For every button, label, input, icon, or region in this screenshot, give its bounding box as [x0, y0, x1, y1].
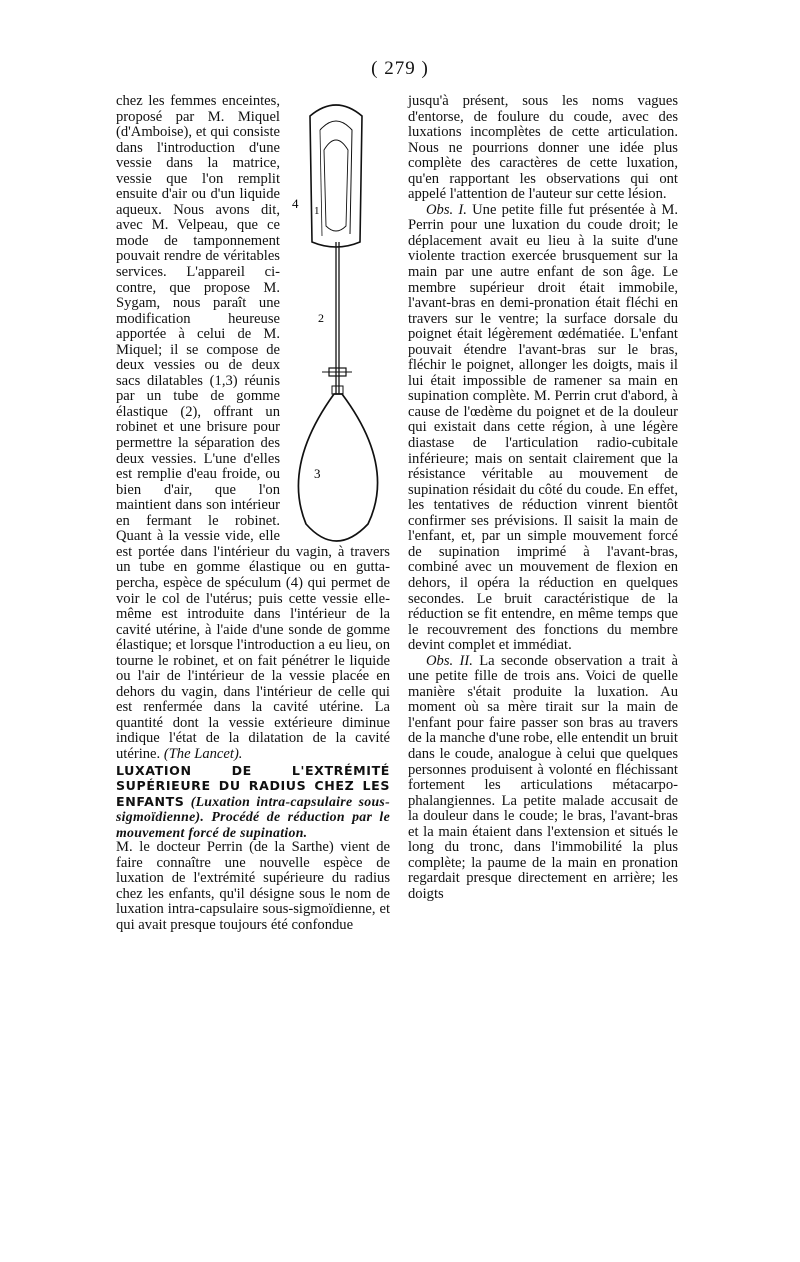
figure-label-2: 2: [318, 311, 324, 325]
observation-2-text: La seconde observation a trait à une petite fille de trois ans. Voici de quelle manière s'était produite la luxation. Au moment où sa mère tirait sur la main de l'enfant pour faire passer son bras au travers de la manche d'une robe, elle entendit un bruit dans le coude, analogue à celui que quelques personnes produisent à volonté en fléchissant fortement les articulations métacarpo-phalangiennes. La petite malade accusait de la douleur dans le coude; le bras, l'avant-bras et la main étaient dans l'extension et situés le long du tronc, dans l'immobilité la plus complète; la paume de la main en pronation regardait presque directement en arrière; les doigts: [408, 652, 678, 902]
page-number: ( 279 ): [371, 58, 429, 79]
heading-subtitle: (Luxation intra-capsulaire sous-sigmoïdienne). Procédé de réduction par le mouvement forcé de supination.: [116, 793, 391, 840]
bladder-apparatus-figure: [286, 96, 394, 544]
paragraph-perrin: M. le docteur Perrin (de la Sarthe) vient de faire connaître une nouvelle espèce de luxation de l'extrémité supérieure du radius chez les enfants, qu'il désigne sous le nom de luxation intra-capsulaire sous-sigmoïdienne, et qui avait presque toujours été confondue: [116, 839, 390, 933]
bladder-apparatus-illustration: [286, 96, 394, 544]
observation-1: [408, 203, 678, 654]
paragraph-text: chez les femmes enceintes, proposé par M. Miquel (d'Amboise), et qui consiste dans l'introduction d'une vessie dans la matrice, vessie que l'on remplit ensuite d'air ou d'un liquide aqueux. Nous avons dit, avec M. Velpeau, que ce mode de tamponnement pouvait rendre de véritables services. L'appareil ci-contre, que propose M. Sygam, nous paraît une modification heureuse apportée à celui de M. Miquel; il se compose de deux vessies ou de deux sacs dilatables (1,3) réunis par un tube de gomme élastique (2), offrant un robinet et une brisure pour permettre la séparation des deux vessies. L'une d'elles est remplie d'eau froide, ou bien d'air, que l'on maintient dans son intérieur en fermant le robinet. Quant à la vessie vide, elle est portée dans l'intérieur du vagin, à travers un tube en gomme élastique ou en gutta-percha, espèce de spéculum (4) qui permet de voir le col de l'utérus; puis cette vessie elle-même est introduite dans l'intérieur de la cavité utérine, à l'aide d'une sonde de gomme élastique; et lorsque l'introduction a eu lieu, on tourne le robinet, et on fait pénétrer le liquide ou l'air de l'intérieur de la vessie placée en dehors du vagin, dans l'intérieur de celle qui est renfermée dans la cavité utérine. La quantité dont la vessie extérieure diminue indique l'état de la dilatation de la cavité utérine.: [116, 93, 390, 762]
figure-label-4: 4: [292, 196, 299, 211]
article-heading: [116, 763, 390, 841]
paragraph-intro: jusqu'à présent, sous les noms vagues d'entorse, de foulure du coude, avec des luxations incomplètes de cette articulation. Nous ne pourrions donner une idée plus complète des caractères de cette luxation, qu'en rapportant les observations qui ont appelé l'attention de l'auteur sur cette lésion.: [408, 93, 678, 203]
right-column: [408, 94, 678, 902]
observation-1-text: Une petite fille fut présentée à M. Perrin pour une luxation du coude droit; le déplacement avait eu lieu à la suite d'une violente traction exercée brusquement sur la main par une autre enfant de son âge. Le membre supérieur droit était immobile, l'avant-bras en demi-pronation était fléchi en travers sur le ventre; la surface dorsale du poignet était légèrement œdématiée. L'enfant pouvait étendre l'avant-bras sur le bras, fléchir le poignet, allonger les doigts, mais il lui était impossible de ramener sa main en supination complète. M. Perrin crut d'abord, à cause de l'œdème du poignet et de la douleur qui existait dans cette région, à une légère diastase de l'articulation radio-cubitale inférieure; mais on sentait clairement que la résistance véritable au mouvement de supination résidait du côté du coude. En effet, les tentatives de réduction vinrent bientôt confirmer ses prévisions. Il saisit la main de l'enfant, et, par un simple mouvement forcé de supination imprimé à l'avant-bras, combiné avec un mouvement de flexion en dehors, il opéra la réduction en quelques secondes. Le bruit caractéristique de la réduction se fit entendre, en même temps que le recouvrement des fonctions du membre devint complet et immédiat.: [408, 201, 679, 654]
left-column: [116, 94, 390, 934]
heading-title: LUXATION DE L'EXTRÉMITÉ SUPÉRIEURE DU RADIUS CHEZ LES ENFANTS: [116, 762, 390, 809]
observation-2: [408, 654, 678, 903]
figure-label-3: 3: [314, 466, 321, 481]
source-citation: (The Lancet).: [163, 745, 243, 762]
observation-1-label: Obs. I.: [426, 201, 467, 218]
observation-2-label: Obs. II.: [426, 652, 473, 669]
figure-label-1: 1: [314, 205, 320, 217]
